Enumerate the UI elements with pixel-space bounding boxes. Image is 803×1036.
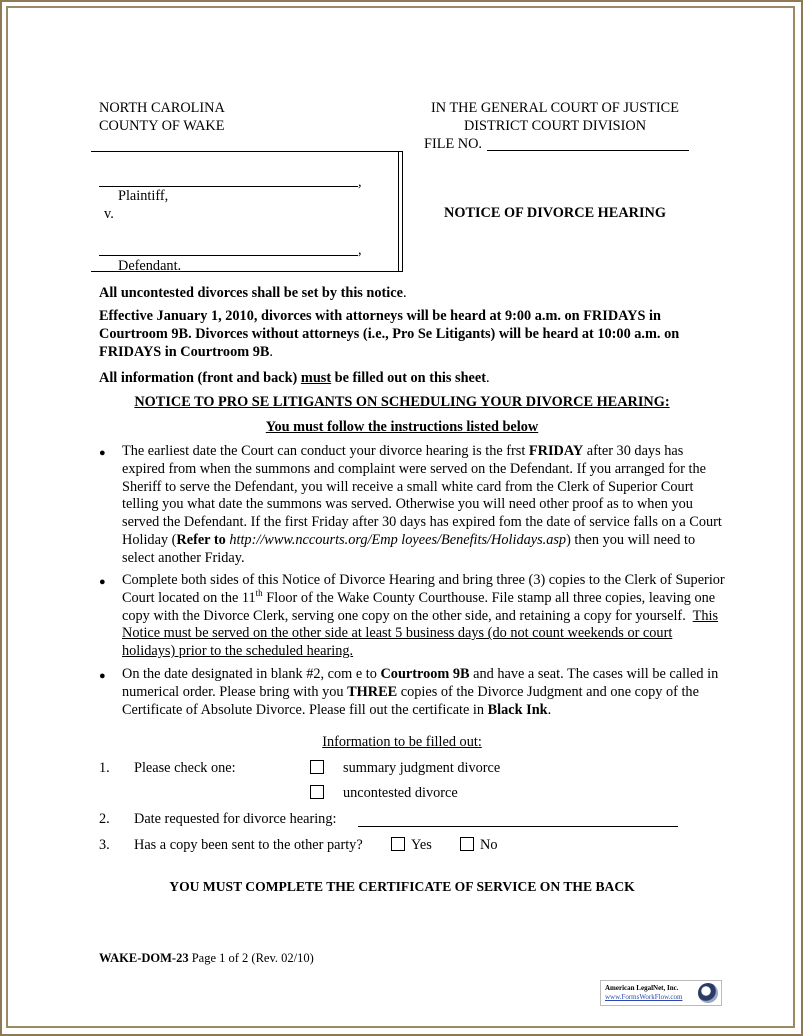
q1-label: Please check one: xyxy=(134,760,236,776)
no-checkbox[interactable] xyxy=(460,837,474,851)
yes-checkbox[interactable] xyxy=(391,837,405,851)
plaintiff-name-field[interactable] xyxy=(99,186,358,187)
footer-form-info xyxy=(99,951,314,966)
caption-right-rule-2 xyxy=(402,151,403,272)
intro-p2-end: . xyxy=(269,344,273,360)
b2-underlined: This Notice must be served on the other side at least 5 business days (do not count weekends or court holidays) prior to the scheduled hearing. xyxy=(122,607,719,660)
b1-friday: FRIDAY xyxy=(528,443,584,459)
intro-p3-must: must xyxy=(300,370,332,386)
plaintiff-label: Plaintiff, xyxy=(118,188,169,204)
intro-p2-text: Effective January 1, 2010, divorces with attorneys will be heard at 9:00 a.m. on FRIDAYS in Courtroom 9B. Divorces without attorneys (i.e., Pro Se Litigants) will be heard at 10:00 a.m. on FRIDAYS in Courtroom 9B xyxy=(99,308,680,360)
publisher-name: American LegalNet, Inc. xyxy=(605,984,679,992)
b1-c: ) then you will need to select another Friday. xyxy=(122,531,696,566)
b3-three: THREE xyxy=(347,683,398,700)
holidays-link[interactable]: http://www.nccourts.org/Emp loyees/Benefits/Holidays.asp xyxy=(229,531,567,548)
uncontested-checkbox[interactable] xyxy=(310,785,324,799)
state-label: NORTH CAROLINA xyxy=(99,100,225,116)
b3-c: copies of the Divorce Judgment and one copy of the Certificate of Absolute Divorce. Please fill out the certificate in xyxy=(122,683,699,718)
form-id: WAKE-DOM-23 xyxy=(99,951,189,965)
intro-paragraph-2 xyxy=(99,307,719,361)
file-no-field[interactable] xyxy=(487,150,689,151)
instructions-heading: You must follow the instructions listed below xyxy=(265,419,539,435)
summary-judgment-checkbox[interactable] xyxy=(310,760,324,774)
certificate-notice: YOU MUST COMPLETE THE CERTIFICATE OF SERVICE ON THE BACK xyxy=(169,879,635,894)
b3-a: On the date designated in blank #2, com e to xyxy=(122,666,377,682)
bullet-item-1 xyxy=(122,443,728,568)
plaintiff-comma: , xyxy=(358,174,362,190)
versus-label: v. xyxy=(104,206,114,222)
q2-label: Date requested for divorce hearing: xyxy=(134,811,337,827)
globe-icon xyxy=(698,983,718,1003)
defendant-comma: , xyxy=(358,242,362,258)
uncontested-label: uncontested divorce xyxy=(343,785,458,801)
b3-end: . xyxy=(547,701,552,718)
b2-sup: th xyxy=(255,588,263,599)
caption-top-rule xyxy=(91,151,403,152)
notice-heading: NOTICE TO PRO SE LITIGANTS ON SCHEDULING YOUR DIVORCE HEARING: xyxy=(134,394,670,410)
county-label: COUNTY OF WAKE xyxy=(99,118,225,134)
q2-number: 2. xyxy=(99,811,110,827)
intro-p3-a: All information (front and back) xyxy=(99,370,298,386)
court-label: IN THE GENERAL COURT OF JUSTICE xyxy=(431,100,679,116)
document-title: NOTICE OF DIVORCE HEARING xyxy=(444,205,666,221)
intro-p3-end: . xyxy=(486,370,490,386)
bullet-item-2 xyxy=(122,572,728,661)
publisher-url[interactable]: www.FormsWorkFlow.com xyxy=(605,993,683,1001)
no-label: No xyxy=(480,837,498,853)
intro-p1-text: All uncontested divorces shall be set by this notice xyxy=(99,285,403,301)
q3-label: Has a copy been sent to the other party? xyxy=(134,837,363,853)
b3-courtroom: Courtroom 9B xyxy=(380,666,470,682)
b2-b: Floor of the Wake County Courthouse. File stamp all three copies, leaving one copy with the Divorce Clerk, serving one copy on the other side, and retaining a copy for yourself. xyxy=(122,589,716,624)
division-label: DISTRICT COURT DIVISION xyxy=(463,118,647,134)
b1-a: The earliest date the Court can conduct your divorce hearing is the frst xyxy=(122,443,526,459)
bullet-dot: ● xyxy=(99,670,106,682)
form-heading: Information to be filled out: xyxy=(322,734,482,750)
b3-ink: Black Ink xyxy=(487,701,548,718)
publisher-logo[interactable] xyxy=(600,980,722,1006)
caption-right-rule xyxy=(398,151,399,272)
file-no-label: FILE NO. xyxy=(424,136,482,152)
q1-number: 1. xyxy=(99,760,110,776)
intro-p3-b: be filled out on this sheet xyxy=(334,370,486,386)
page-info: Page 1 of 2 (Rev. 02/10) xyxy=(191,951,314,965)
yes-label: Yes xyxy=(411,837,432,853)
intro-p1-end: . xyxy=(402,285,407,301)
hearing-date-field[interactable] xyxy=(358,826,678,827)
defendant-label: Defendant. xyxy=(118,258,182,274)
b3-b: and have a seat. The cases will be called in numerical order. Please bring with you xyxy=(122,666,719,700)
bullet-dot: ● xyxy=(99,447,106,459)
b1-refer: Refer to xyxy=(176,531,226,548)
bullet-item-3 xyxy=(122,666,728,719)
intro-paragraph-1 xyxy=(99,285,407,302)
defendant-name-field[interactable] xyxy=(99,255,358,256)
b1-b: after 30 days has expired from when the summons and complaint were served on the Defendant. If you arranged for the Sheriff to serve the Defendant, you will receive a small white card from the Clerk of Superior Court telling you what date the summons was served. Otherwise you will need other proof as to when you served the Defendant. If the first Friday after 30 days has expired fom the date of service falls on a Court Holiday ( xyxy=(122,443,722,548)
q3-number: 3. xyxy=(99,837,110,853)
intro-paragraph-3 xyxy=(99,370,490,387)
bullet-dot: ● xyxy=(99,576,106,588)
summary-judgment-label: summary judgment divorce xyxy=(343,760,501,776)
b2-a: Complete both sides of this Notice of Divorce Hearing and bring three (3) copies to the Clerk of Superior Court located on the 11 xyxy=(122,572,725,606)
